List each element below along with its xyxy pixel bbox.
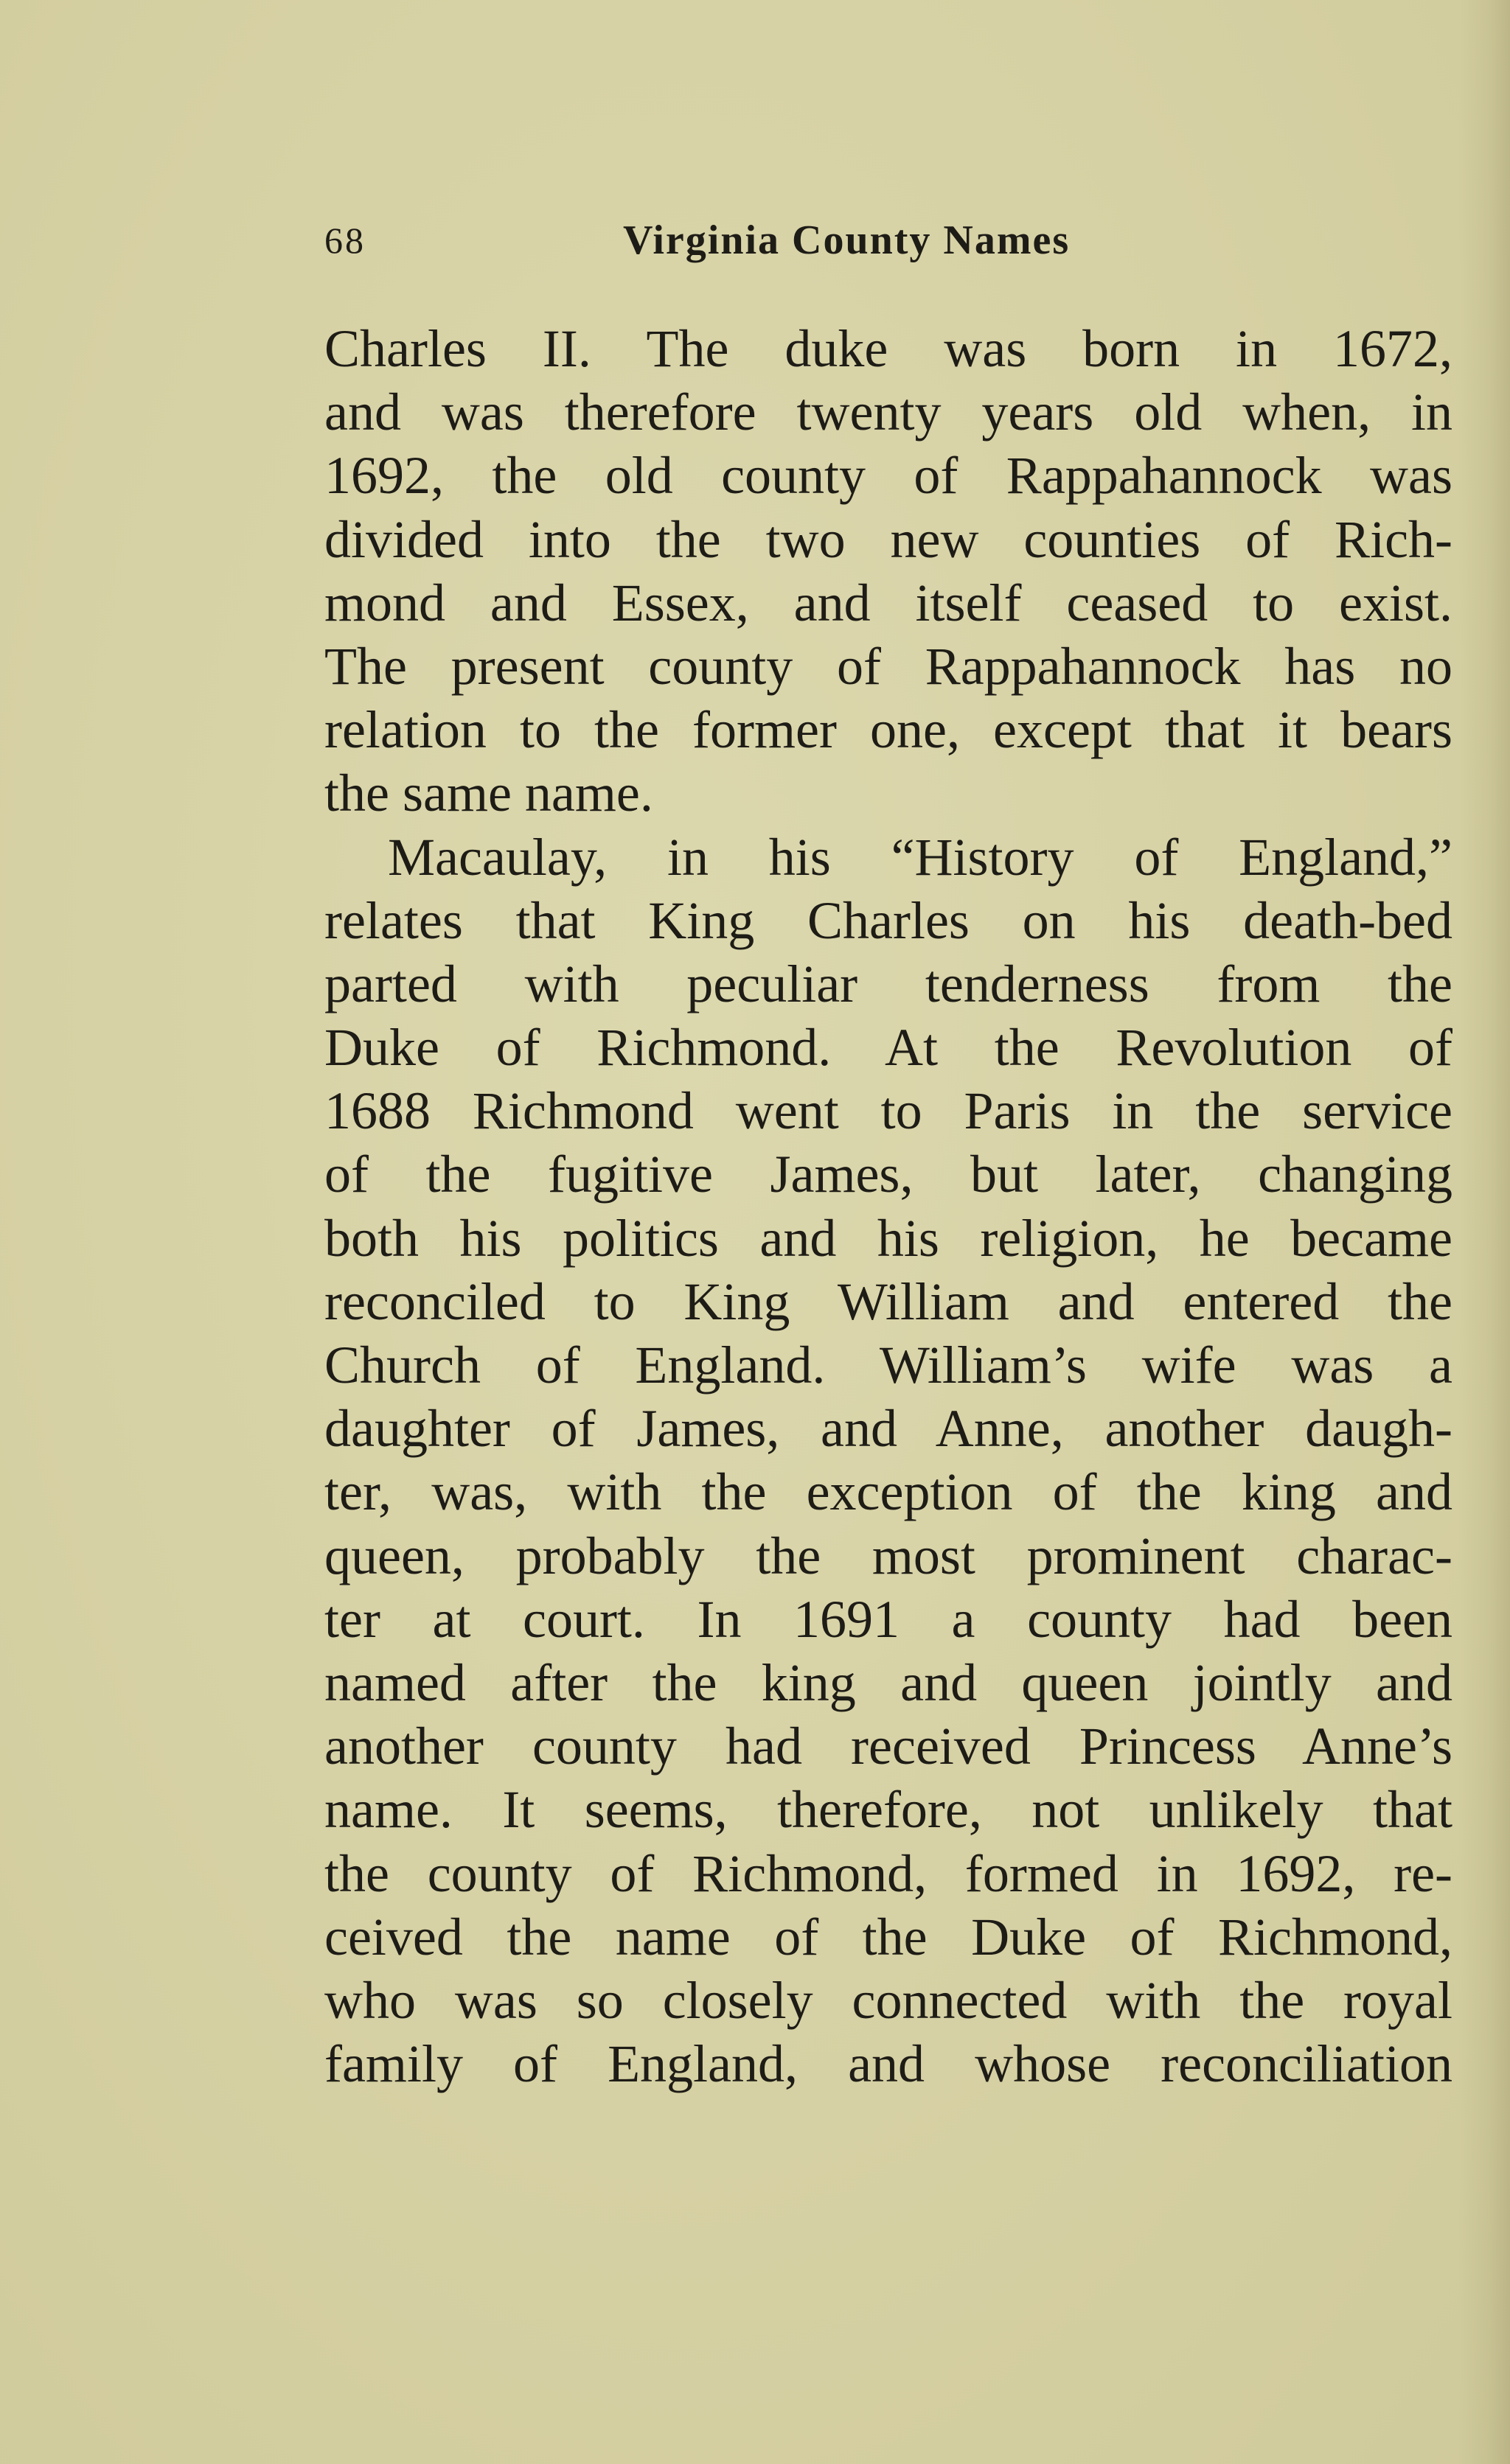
page-header xyxy=(324,211,1143,270)
text-line: ter, was, with the exception of the king and xyxy=(324,1462,1452,1522)
text-line: relates that King Charles on his death-bed xyxy=(324,890,1452,950)
text-line: the county of Richmond, formed in 1692, re- xyxy=(324,1843,1452,1903)
text-line: another county had received Princess Anne’s xyxy=(324,1717,1452,1776)
page-edge-shadow xyxy=(1458,0,1510,2464)
text-line: ter at court. In 1691 a county had been xyxy=(324,1589,1452,1649)
text-line: relation to the former one, except that it bears xyxy=(324,700,1452,760)
text-line: and was therefore twenty years old when, in xyxy=(324,383,1452,442)
text-line: divided into the two new counties of Rich- xyxy=(324,509,1452,569)
paragraph-2 xyxy=(324,826,1452,2096)
paragraph-1 xyxy=(324,317,1452,826)
text-line: Church of England. William’s wife was a xyxy=(324,1336,1452,1395)
text-line: family of England, and whose reconciliation xyxy=(324,2034,1452,2094)
text-line: named after the king and queen jointly and xyxy=(324,1652,1452,1712)
running-title: Virginia County Names xyxy=(623,217,1071,263)
text-line: Duke of Richmond. At the Revolution of xyxy=(324,1018,1452,1078)
text-line: who was so closely connected with the royal xyxy=(324,1970,1452,2030)
text-line: the same name. xyxy=(324,764,653,823)
text-line: 1688 Richmond went to Paris in the service xyxy=(324,1081,1452,1141)
text-line: reconciled to King William and entered the xyxy=(324,1271,1452,1331)
text-line: mond and Essex, and itself ceased to exist. xyxy=(324,573,1452,632)
text-line: parted with peculiar tenderness from the xyxy=(324,954,1452,1013)
text-line: 1692, the old county of Rappahannock was xyxy=(324,446,1452,506)
body-text xyxy=(324,317,1452,2095)
text-line: queen, probably the most prominent charac- xyxy=(324,1526,1452,1585)
text-line: Charles II. The duke was born in 1672, xyxy=(324,319,1452,378)
text-line: daughter of James, and Anne, another daugh- xyxy=(324,1399,1452,1459)
page-number: 68 xyxy=(324,220,366,261)
text-line: of the fugitive James, but later, changing xyxy=(324,1145,1452,1204)
text-line: Macaulay, in his “History of England,” xyxy=(388,827,1452,887)
text-line: name. It seems, therefore, not unlikely that xyxy=(324,1780,1452,1840)
text-line: ceived the name of the Duke of Richmond, xyxy=(324,1907,1452,1966)
text-line: The present county of Rappahannock has no xyxy=(324,636,1452,696)
text-line: both his politics and his religion, he became xyxy=(324,1208,1452,1268)
